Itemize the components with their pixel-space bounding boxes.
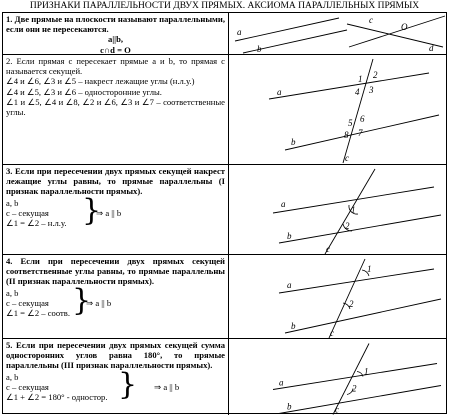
row-criterion-3-figure — [229, 339, 446, 415]
row-criterion-2-text — [3, 255, 229, 338]
label-a: a — [237, 27, 242, 37]
secant-definition: 2. Если прямая с пересекает прямые а и b, то прямая с называется секущей. — [6, 56, 225, 77]
row-criterion-2-figure — [229, 255, 446, 338]
row-criterion-1-text — [3, 165, 229, 254]
label-o: O — [401, 22, 408, 32]
condition-secant: c – секущая — [6, 381, 49, 392]
criterion-3-heading: 5. Если при пересечении двух прямых секущей сумма односторонних углов равна 180°, то прямые параллельны (III признак параллельности прямых). — [6, 340, 225, 371]
criterion-3-figure — [229, 339, 446, 415]
row-definition-text — [3, 13, 229, 54]
definition-heading: 1. Две прямые на плоскости называют параллельными, если они не пересекаются. — [6, 14, 225, 35]
row-definition — [3, 13, 446, 55]
label-a: a — [287, 280, 292, 290]
brace-icon: } — [82, 192, 102, 228]
row-secant-figure — [229, 55, 446, 164]
angle-3: 3 — [369, 85, 374, 95]
angle-5: 5 — [348, 118, 353, 128]
row-definition-figure — [229, 13, 446, 54]
label-a: a — [279, 377, 284, 388]
angle-1: 1 — [351, 205, 356, 215]
row-criterion-3-text — [3, 339, 229, 415]
brace-icon: } — [118, 366, 138, 402]
parallel-lines-figure — [229, 13, 446, 54]
criterion-1-conditions — [6, 192, 225, 229]
angle-2: 2 — [349, 299, 354, 309]
label-d: d — [429, 43, 434, 53]
angle-1: 1 — [364, 366, 369, 377]
criterion-3-conditions — [6, 366, 225, 403]
label-b: b — [287, 401, 292, 412]
brace-icon: } — [72, 282, 92, 318]
row-secant-text — [3, 55, 229, 164]
label-c: c — [369, 15, 373, 25]
condition-lines: a, b — [6, 197, 19, 208]
angle-8: 8 — [344, 130, 349, 140]
label-a: a — [277, 87, 282, 97]
angle-2: 2 — [352, 383, 357, 394]
formula-parallel: a||b, — [107, 34, 123, 45]
condition-secant: c – секущая — [6, 297, 49, 308]
label-b: b — [287, 231, 292, 241]
angle-1: 1 — [358, 74, 363, 84]
angle-7: 7 — [358, 128, 363, 138]
condition-angles: ∠1 = ∠2 – н.л.у. — [6, 218, 67, 229]
line-c — [325, 169, 375, 254]
criterion-1-result: ⇒ a || b — [96, 207, 122, 218]
row-criterion-1 — [3, 165, 446, 255]
criterion-2-result: ⇒ a || b — [86, 297, 112, 308]
line-b — [279, 215, 441, 243]
condition-angles: ∠1 = ∠2 – соотв. — [6, 308, 70, 319]
alternate-angles: ∠4 и ∠6, ∠3 и ∠5 – накрест лежащие углы (н.л.у.) — [6, 76, 195, 87]
criterion-2-heading: 4. Если при пересечении двух прямых секущей соответственные углы равны, то прямые параллельны (II признак параллельности прямых). — [6, 256, 225, 287]
line-a — [235, 18, 339, 41]
condition-angles: ∠1 + ∠2 = 180° - одностор. — [6, 392, 108, 403]
angle-6: 6 — [360, 114, 365, 124]
criterion-1-heading: 3. Если при пересечении двух прямых секущей накрест лежащие углы равны, то прямые параллельны (I признак параллельности прямых). — [6, 166, 225, 197]
angle-2: 2 — [373, 70, 378, 80]
condition-secant: c – секущая — [6, 207, 49, 218]
label-b: b — [291, 321, 296, 331]
label-c: c — [345, 153, 349, 163]
criterion-2-conditions — [6, 282, 225, 319]
label-c: c — [335, 404, 339, 415]
line-a — [279, 269, 434, 293]
page-title: ПРИЗНАКИ ПАРАЛЛЕЛЬНОСТИ ДВУХ ПРЯМЫХ. АКСИОМА ПАРАЛЛЕЛЬНЫХ ПРЯМЫХ — [29, 1, 420, 11]
label-c: c — [330, 328, 334, 338]
row-criterion-2 — [3, 255, 446, 339]
condition-lines: a, b — [6, 287, 19, 298]
line-b — [285, 299, 441, 333]
condition-lines: a, b — [6, 371, 19, 382]
row-criterion-1-figure — [229, 165, 446, 254]
angle-4: 4 — [355, 87, 360, 97]
secant-figure — [229, 55, 446, 164]
line-a — [269, 73, 429, 99]
row-criterion-3 — [3, 339, 446, 415]
criterion-1-figure — [229, 165, 446, 254]
angle-2: 2 — [345, 221, 350, 231]
label-a: a — [281, 199, 286, 209]
same-side-angles: ∠4 и ∠5, ∠3 и ∠6 – односторонние углы. — [6, 86, 162, 97]
formula-intersect: c∩d = O — [100, 44, 131, 54]
theorem-table — [2, 12, 447, 414]
criterion-2-figure — [229, 255, 446, 338]
criterion-3-result: ⇒ a || b — [154, 381, 180, 392]
angle-1: 1 — [367, 264, 372, 274]
label-b: b — [291, 137, 296, 147]
corresponding-angles: ∠1 и ∠5, ∠4 и ∠8, ∠2 и ∠6, ∠3 и ∠7 – соответственные углы. — [6, 96, 225, 118]
label-b: b — [257, 44, 262, 54]
label-c: c — [326, 244, 330, 254]
line-c — [329, 259, 365, 338]
row-secant — [3, 55, 446, 165]
line-b — [279, 383, 441, 414]
